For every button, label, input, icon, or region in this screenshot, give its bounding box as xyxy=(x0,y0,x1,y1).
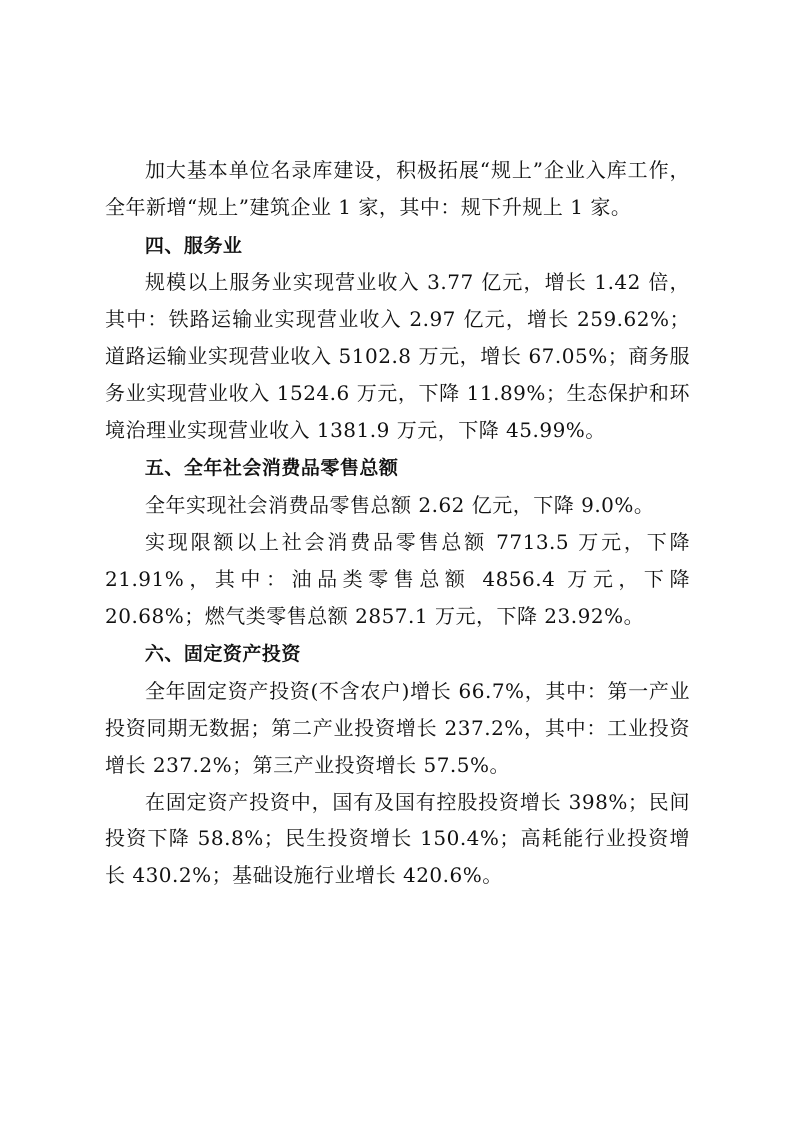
intro-paragraph: 加大基本单位名录库建设，积极拓展“规上”企业入库工作，全年新增“规上”建筑企业 1 家，其中：规下升规上 1 家。 xyxy=(105,158,690,219)
section-heading-services: 四、服务业 xyxy=(144,234,243,257)
section-heading-fixed-asset-investment: 六、固定资产投资 xyxy=(144,643,301,666)
services-paragraph: 规模以上服务业实现营业收入 3.77 亿元，增长 1.42 倍，其中：铁路运输业实现营业收入 2.97 亿元，增长 259.62%；道路运输业实现营业收入 5102.8 万元，增长 67.05%；商务服务业实现营业收入 1524.6 万元，下降 11.89%；生态保护和环境治理业实现营业收入 1381.9 万元，下降 45.99%。 xyxy=(105,270,690,442)
document-body xyxy=(105,152,690,894)
retail-above-quota-paragraph: 实现限额以上社会消费品零售总额 7713.5 万元，下降 21.91%，其中：油品类零售总额 4856.4 万元，下降 20.68%；燃气类零售总额 2857.1 万元，下降 23.92%。 xyxy=(105,529,690,628)
section-heading-retail-sales: 五、全年社会消费品零售总额 xyxy=(144,457,399,480)
investment-growth-paragraph: 全年固定资产投资(不含农户)增长 66.7%，其中：第一产业投资同期无数据；第二产业投资增长 237.2%，其中：工业投资增长 237.2%；第三产业投资增长 57.5%。 xyxy=(105,679,690,777)
investment-breakdown-paragraph: 在固定资产投资中，国有及国有控股投资增长 398%；民间投资下降 58.8%；民生投资增长 150.4%；高耗能行业投资增长 430.2%；基础设施行业增长 420.6%。 xyxy=(105,789,690,888)
retail-total-paragraph: 全年实现社会消费品零售总额 2.62 亿元，下降 9.0%。 xyxy=(145,493,655,518)
